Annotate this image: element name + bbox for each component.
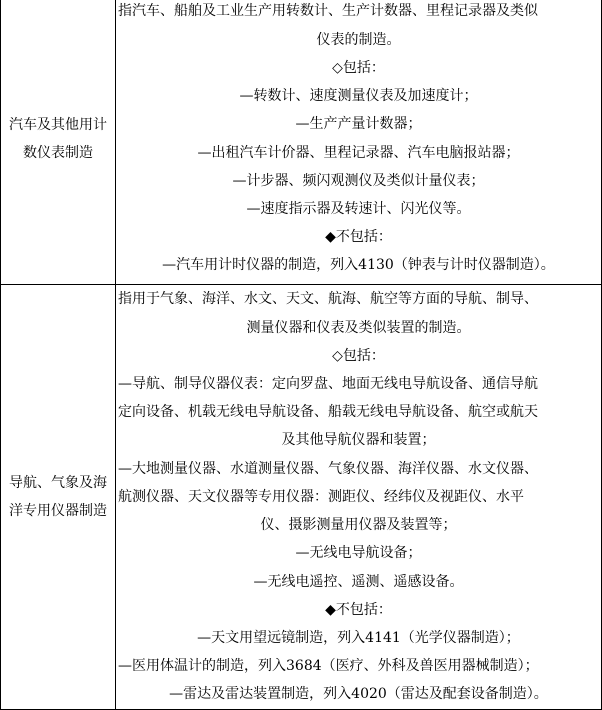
includes-heading: ◇包括： [332,347,385,364]
category-name-line: 数仪表制造 [23,144,93,161]
category-name-cell [1,0,116,285]
include-item: 及其他导航仪器和装置； [281,432,436,449]
exclude-item: —医用体温计的制造，列入3684（医疗、外科及兽医用器械制造）； [118,658,539,675]
include-item: —无线电遥控、遥测、遥感设备。 [253,573,464,590]
includes-heading: ◇包括： [332,59,385,76]
category-name-line: 汽车及其他用计 [9,116,107,133]
category-description-cell [116,285,602,710]
exclude-item: —雷达及雷达装置制造，列入4020（雷达及配套设备制造）。 [169,686,548,703]
include-item: —速度指示器及转速计、闪光仪等。 [246,200,471,217]
include-item: 仪、摄影测量用仪器及装置等； [260,517,457,534]
include-item: 定向设备、机载无线电导航设备、船载无线电导航设备、航空或航天 [118,404,538,421]
excludes-heading: ◆不包括： [325,229,392,246]
table-row [1,0,602,285]
excludes-heading: ◆不包括： [325,601,392,618]
description-line: 仪表的制造。 [316,31,401,48]
category-name-cell [1,285,116,710]
include-item: 航测仪器、天文仪器等专用仪器：测距仪、经纬仪及视距仪、水平 [118,488,524,505]
description-line: 测量仪器和仪表及类似装置的制造。 [246,319,471,336]
category-name-line: 导航、气象及海 [9,475,107,491]
category-description-cell [116,0,602,285]
category-name-line: 洋专用仪器制造 [9,503,107,519]
exclude-item: —天文用望远镜制造，列入4141（光学仪器制造）； [197,629,520,646]
include-item: —无线电导航设备； [295,545,422,562]
include-item: —计步器、频闪观测仪及类似计量仪表； [232,172,485,189]
description-line: 指用于气象、海洋、水文、天文、航海、航空等方面的导航、制导、 [118,291,538,308]
include-item: —大地测量仪器、水道测量仪器、气象仪器、海洋仪器、水文仪器、 [118,460,538,477]
include-item: —出租汽车计价器、里程记录器、汽车电脑报站器； [197,144,520,161]
exclude-item: —汽车用计时仪器的制造，列入4130（钟表与计时仪器制造）。 [162,257,555,274]
include-item: —转数计、速度测量仪表及加速度计； [239,88,478,105]
description-line: 指汽车、船舶及工业生产用转数计、生产计数器、里程记录器及类似 [118,3,538,20]
include-item: —生产产量计数器； [295,116,422,133]
table-row [1,285,602,710]
include-item: —导航、制导仪器仪表：定向罗盘、地面无线电导航设备、通信导航 [118,376,538,393]
